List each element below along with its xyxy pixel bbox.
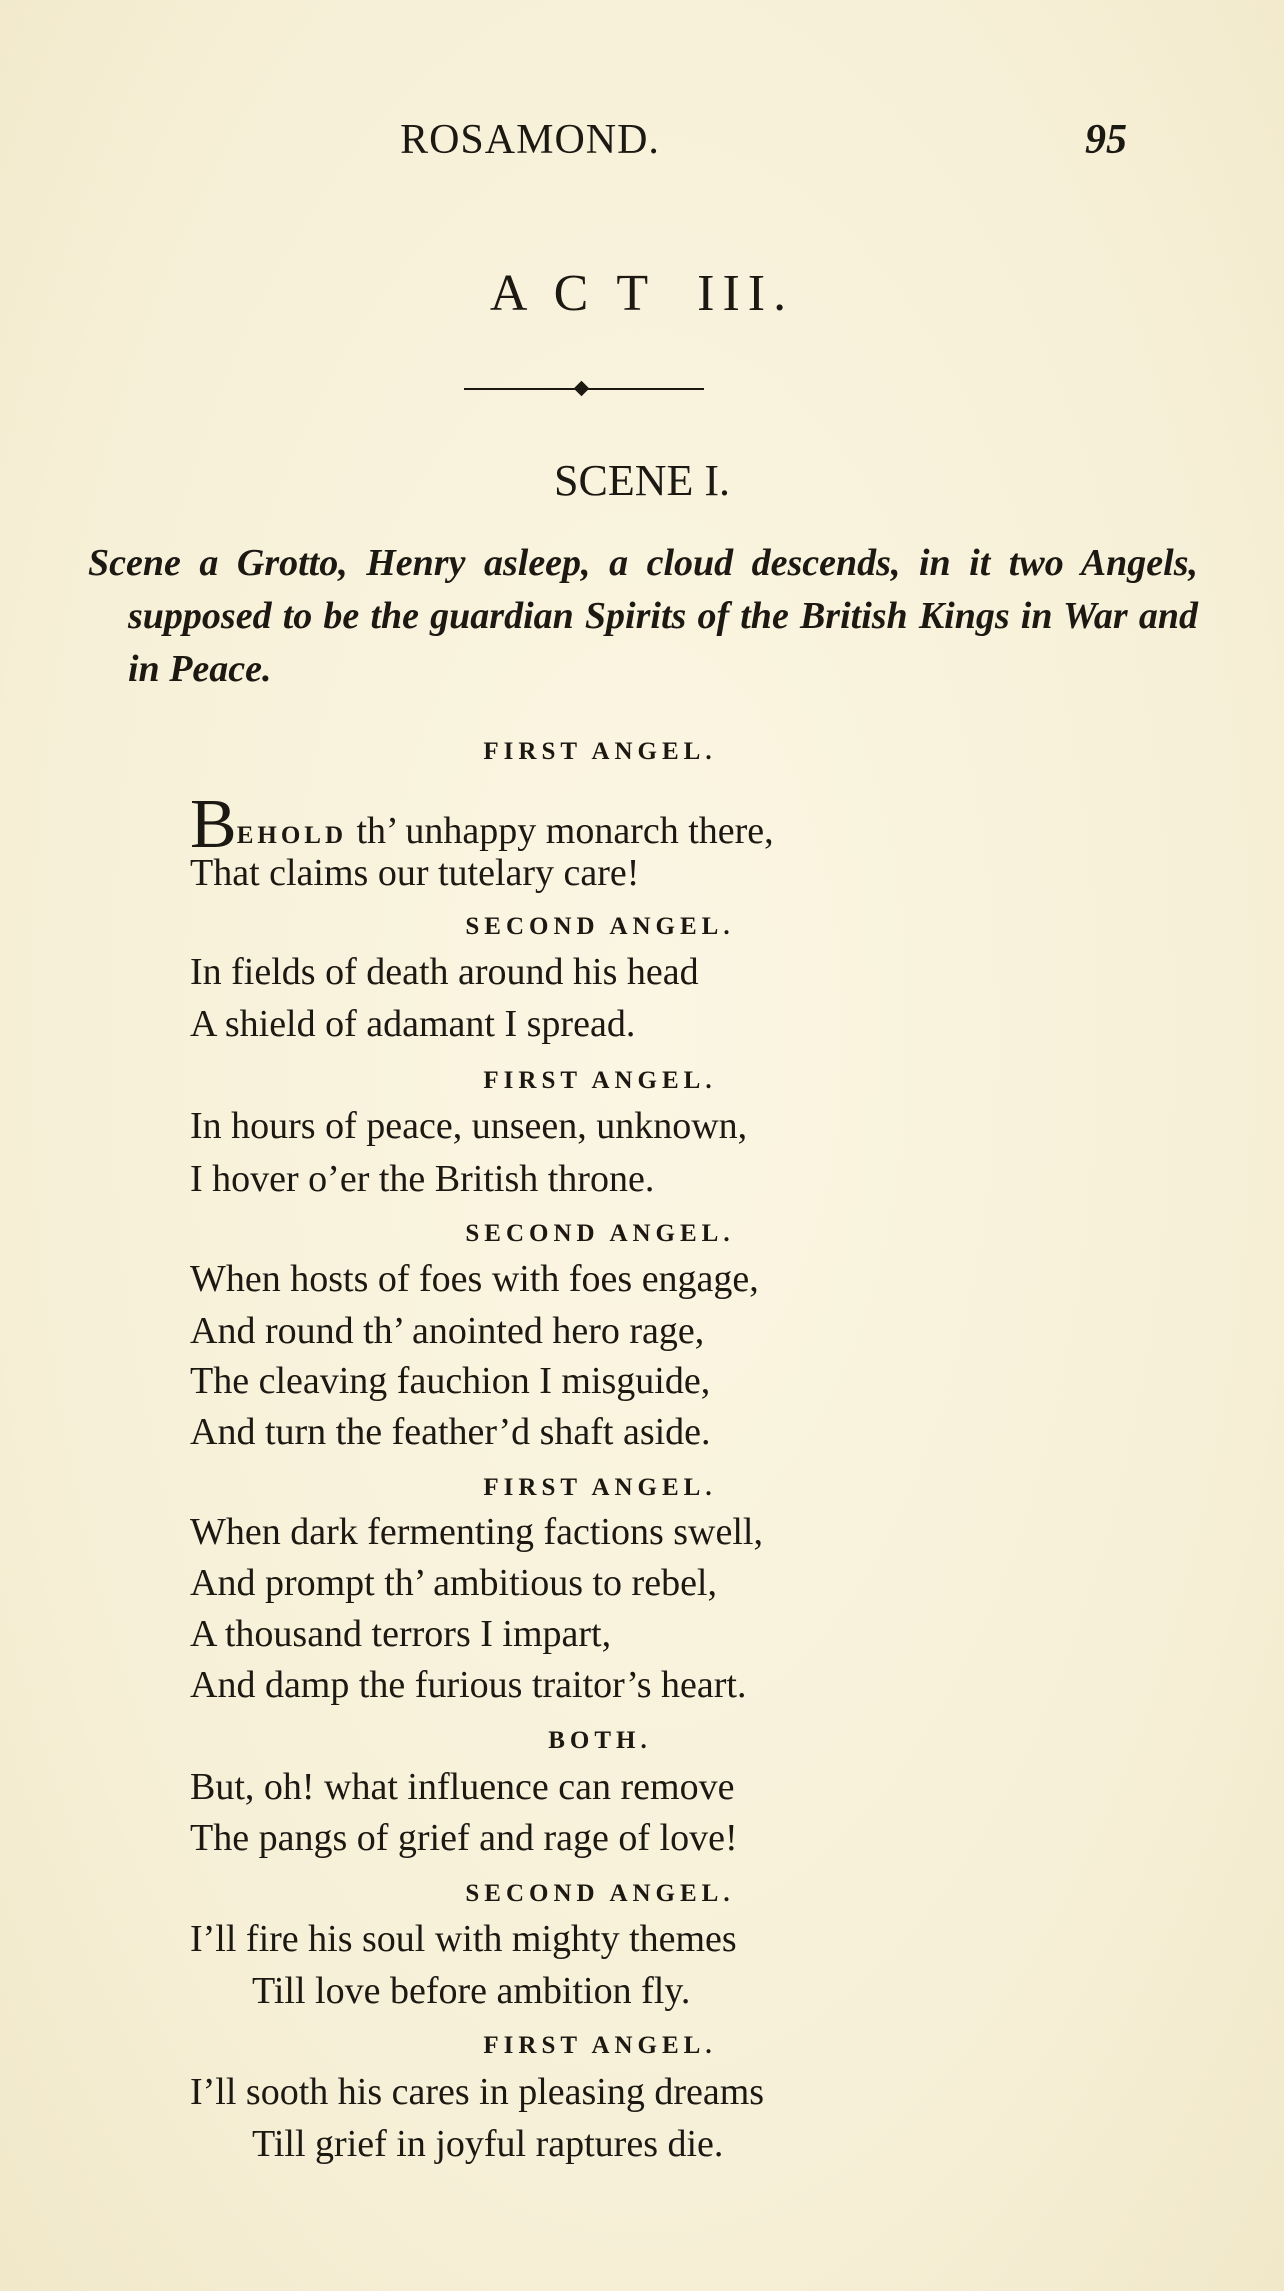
verse-line: That claims our tutelary care! bbox=[190, 852, 640, 894]
verse-line: When dark fermenting factions swell, bbox=[190, 1511, 763, 1553]
speaker-second-angel: SECOND ANGEL. bbox=[465, 1880, 735, 1907]
verse-line: When hosts of foes with foes engage, bbox=[190, 1258, 759, 1300]
speaker-first-angel: FIRST ANGEL. bbox=[483, 1474, 717, 1501]
verse-line: I’ll fire his soul with mighty themes bbox=[190, 1918, 737, 1960]
drop-capital: B bbox=[190, 786, 237, 863]
ornament-rule bbox=[464, 382, 704, 396]
running-title: ROSAMOND. bbox=[400, 117, 660, 163]
speaker-first-angel: FIRST ANGEL. bbox=[483, 2032, 717, 2059]
verse-line: In fields of death around his head bbox=[190, 951, 699, 993]
act-title: A C T III. bbox=[489, 265, 795, 322]
speaker-first-angel: FIRST ANGEL. bbox=[483, 1067, 717, 1094]
verse-line: The cleaving fauchion I misguide, bbox=[190, 1360, 711, 1402]
speaker-second-angel: SECOND ANGEL. bbox=[465, 1220, 735, 1247]
verse-line: The pangs of grief and rage of love! bbox=[190, 1817, 738, 1859]
verse-line: And prompt th’ ambitious to rebel, bbox=[190, 1562, 717, 1604]
speaker-second-angel: SECOND ANGEL. bbox=[465, 913, 735, 940]
verse-line bbox=[190, 786, 774, 863]
verse-line: But, oh! what influence can remove bbox=[190, 1766, 735, 1808]
verse-line: I hover o’er the British throne. bbox=[190, 1158, 655, 1200]
verse-line: And round th’ anointed hero rage, bbox=[190, 1310, 705, 1352]
scene-heading: SCENE I. bbox=[554, 456, 730, 505]
verse-line-text: th’ unhappy monarch there, bbox=[356, 810, 774, 852]
page-number: 95 bbox=[1085, 117, 1127, 163]
verse-line: And turn the feather’d shaft aside. bbox=[190, 1411, 711, 1453]
speaker-first-angel: FIRST ANGEL. bbox=[483, 738, 717, 765]
verse-line: And damp the furious traitor’s heart. bbox=[190, 1664, 747, 1706]
speaker-both: BOTH. bbox=[548, 1727, 652, 1754]
verse-line: In hours of peace, unseen, unknown, bbox=[190, 1105, 748, 1147]
diamond-ornament-icon bbox=[574, 381, 590, 397]
verse-line-indented: Till love before ambition fly. bbox=[252, 1970, 691, 2012]
verse-line: I’ll sooth his cares in pleasing dreams bbox=[190, 2071, 765, 2113]
verse-line-indented: Till grief in joyful raptures die. bbox=[252, 2123, 724, 2165]
verse-line: A thousand terrors I impart, bbox=[190, 1613, 612, 1655]
stage-direction: Scene a Grotto, Henry asleep, a cloud descends, in it two Angels, supposed to be the guardian Spirits of the British Kings in War and in Peace. bbox=[88, 542, 1198, 690]
verse-line: A shield of adamant I spread. bbox=[190, 1003, 636, 1045]
small-caps-word: EHOLD bbox=[236, 822, 347, 849]
